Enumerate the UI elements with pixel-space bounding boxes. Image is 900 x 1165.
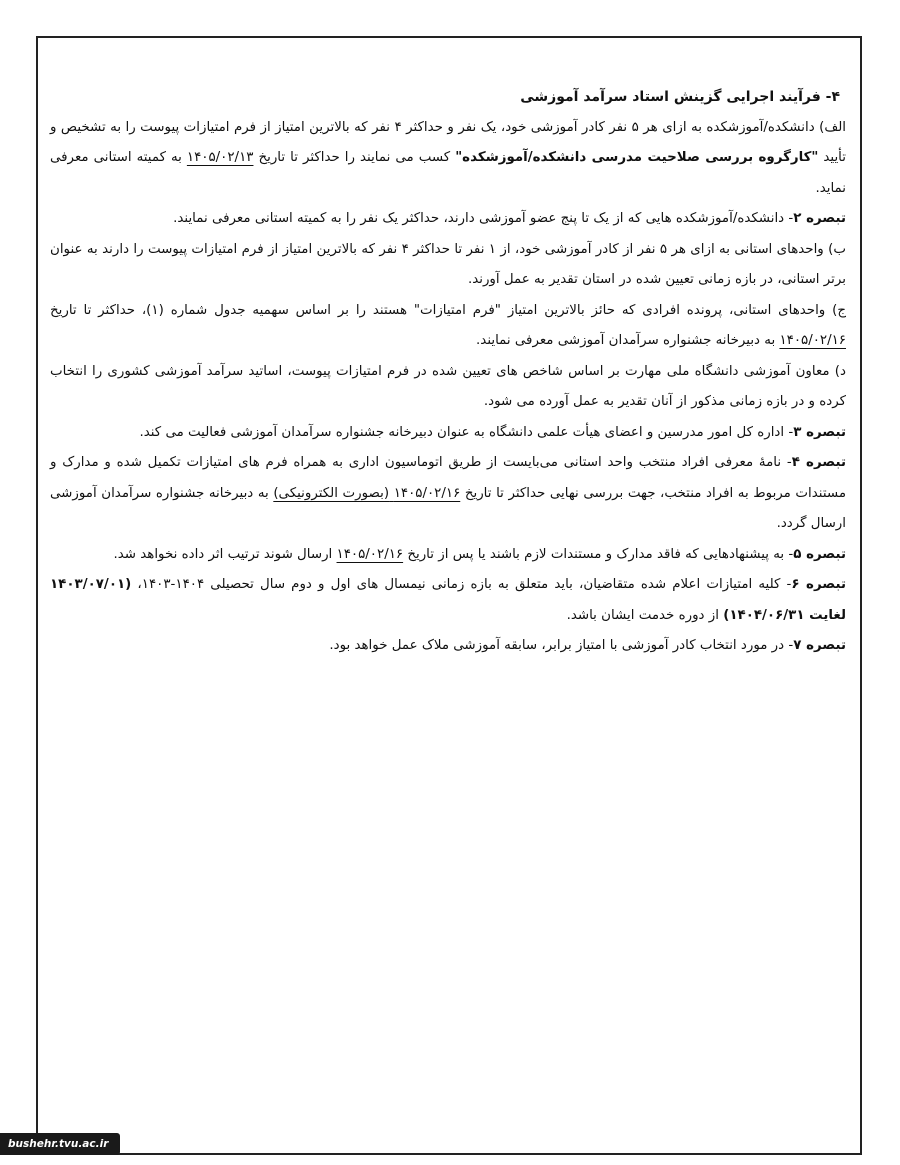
paragraph-be: ب) واحدهای استانی به ازای هر ۵ نفر از کادر آموزشی خود، از ۱ نفر تا حداکثر ۴ نفر که بالاترین امتیاز از فرم امتیازات پیوست را دارند به عنوان برتر استانی، در بازه زمانی تعیین شده در استان تقدیر به عمل آورند. [50,241,846,287]
note-6-text-1: - کلیه امتیازات اعلام شده متقاضیان، باید متعلق به بازه زمانی نیمسال های اول و دوم سال تحصیلی ۱۴۰۴-۱۴۰۳، [131,577,792,592]
alef-committee-name: "کارگروه بررسی صلاحیت مدرسی دانشکده/آموزشکده" [455,150,819,165]
document-body [50,82,846,662]
alef-text-1: الف) دانشکده/آموزشکده به ازای هر ۵ نفر کادر آموزشی خود، یک نفر و حداکثر ۴ نفر که بالاترین امتیاز از فرم امتیازات پیوست را به تشخیص و تأیید [50,119,847,165]
note-2-label: تبصره ۲ [793,211,846,226]
note-5-date: ۱۴۰۵/۰۲/۱۶ [336,546,404,562]
note-5-label: تبصره ۵ [793,546,846,562]
alef-text-2: کسب می نمایند را حداکثر تا تاریخ [253,150,456,165]
note-4-date: ۱۴۰۵/۰۲/۱۶ [393,485,461,501]
jim-text-2: به دبیرخانه جشنواره سرآمدان آموزشی معرفی نمایند. [476,333,780,348]
note-3-text: - اداره کل امور مدرسین و اعضای هیأت علمی دانشگاه به عنوان دبیرخانه جشنواره سرآمدان آموزشی فعالیت می کند. [139,424,794,440]
note-4 [50,448,846,540]
note-6-text-2: از دوره خدمت ایشان باشد. [566,607,724,623]
note-4-electronic: (بصورت الکترونیکی) [273,485,390,501]
note-4-text-1: - نامهٔ معرفی افراد منتخب واحد استانی می‌بایست از طریق اتوماسیون اداری به همراه فرم های امتیازات تکمیل شده و مدارک و مستندات مربوط به افراد منتخب، جهت بررسی نهایی حداکثر تا تاریخ [50,455,846,501]
note-6-label: تبصره ۶ [791,577,846,592]
jim-text-1: ج) واحدهای استانی، پرونده افرادی که حائز بالاترین امتیاز "فرم امتیازات" هستند را بر اساس سهمیه جدول شماره (۱)، حداکثر تا تاریخ [50,302,846,318]
alef-text-3: به کمیته استانی معرفی نماید. [50,150,846,196]
note-6 [50,570,846,631]
note-4-text-2: به دبیرخانه جشنواره سرآمدان آموزشی ارسال گردد. [50,485,846,531]
note-5 [50,540,846,571]
note-2 [50,204,846,235]
note-7-label: تبصره ۷ [793,638,846,653]
jim-deadline-date: ۱۴۰۵/۰۲/۱۶ [779,333,846,348]
note-3 [50,418,846,449]
note-3-label: تبصره ۳ [793,424,846,440]
site-watermark: bushehr.tvu.ac.ir [0,1133,120,1155]
note-7-text: - در مورد انتخاب کادر آموزشی با امتیاز برابر، سابقه آموزشی ملاک عمل خواهد بود. [329,638,794,653]
paragraph-alef [50,113,846,205]
section-heading: ۴- فرآیند اجرایی گزینش استاد سرآمد آموزشی [520,89,840,105]
note-6-date-range: (۱۴۰۳/۰۷/۰۱ لغایت ۱۴۰۴/۰۶/۳۱) [50,577,846,623]
paragraph-jim [50,296,846,357]
paragraph-dal: د) معاون آموزشی دانشگاه ملی مهارت بر اساس شاخص های تعیین شده در فرم امتیازات پیوست، اساتید سرآمد آموزشی کشوری را انتخاب کرده و در بازه زمانی مذکور از آنان تقدیر به عمل آورده می شود. [50,363,846,409]
note-4-deadline [273,486,460,501]
note-5-text-2: ارسال شوند ترتیب اثر داده نخواهد شد. [113,546,337,562]
note-7 [50,631,846,662]
note-5-text-1: - به پیشنهادهایی که فاقد مدارک و مستندات لازم باشند یا پس از تاریخ [403,546,794,562]
note-2-text: - دانشکده/آموزشکده هایی که از یک تا پنج عضو آموزشی دارند، حداکثر یک نفر را به کمیته استانی معرفی نمایند. [173,211,794,226]
alef-deadline-date: ۱۴۰۵/۰۲/۱۳ [186,150,254,165]
note-4-label: تبصره ۴ [791,455,846,470]
